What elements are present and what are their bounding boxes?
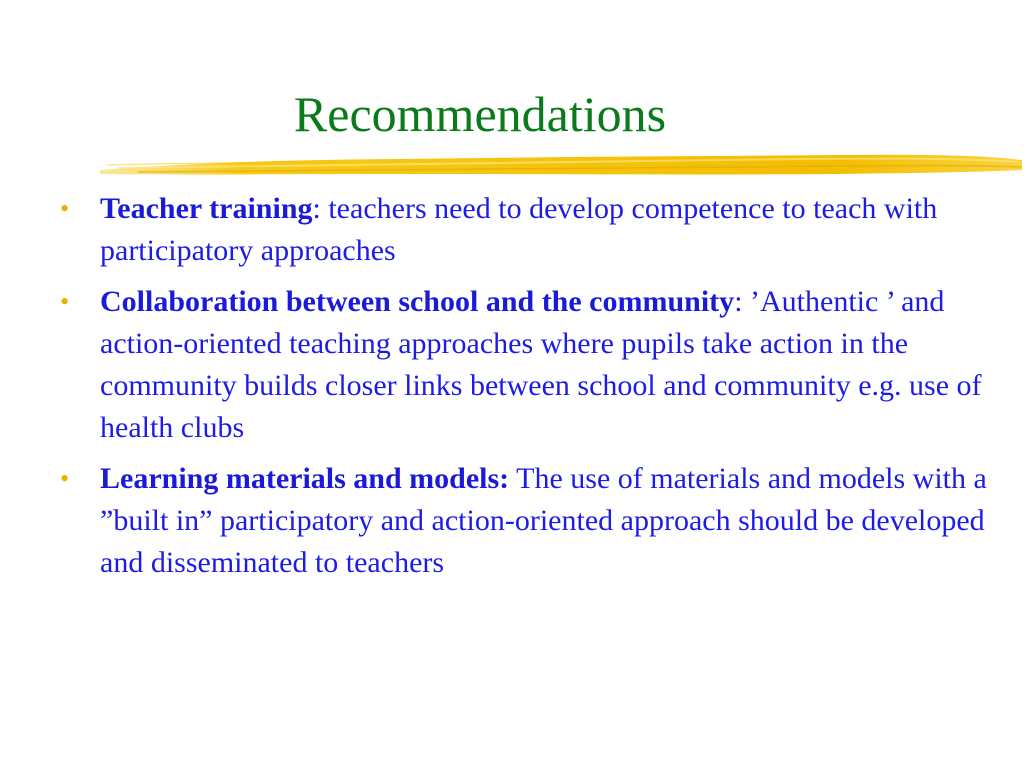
bullet-text: The use of materials and models with a ”built in” participatory and action-oriented approach should be developed and disseminated to teachers	[100, 462, 987, 579]
bullet-icon: •	[60, 194, 70, 223]
bullet-heading: Teacher training	[100, 192, 313, 225]
bullet-icon: •	[60, 464, 70, 493]
bullet-heading: Learning materials and models:	[100, 462, 510, 495]
bullet-heading: Collaboration between school and the community	[100, 285, 735, 318]
bullet-text: : ’Authentic ’ and action-oriented teaching approaches where pupils take action in the community builds closer links between school and community e.g. use of health clubs	[100, 285, 982, 444]
yellow-brush-underline	[98, 146, 1024, 186]
bullet-text: : teachers need to develop competence to teach with participatory approaches	[100, 192, 938, 267]
bullet-item-learning-materials	[60, 458, 990, 584]
bullet-list	[60, 188, 990, 593]
bullet-item-collaboration	[60, 281, 990, 449]
bullet-icon: •	[60, 287, 70, 316]
slide-title: Recommendations	[293, 86, 667, 142]
bullet-item-teacher-training	[60, 188, 990, 272]
